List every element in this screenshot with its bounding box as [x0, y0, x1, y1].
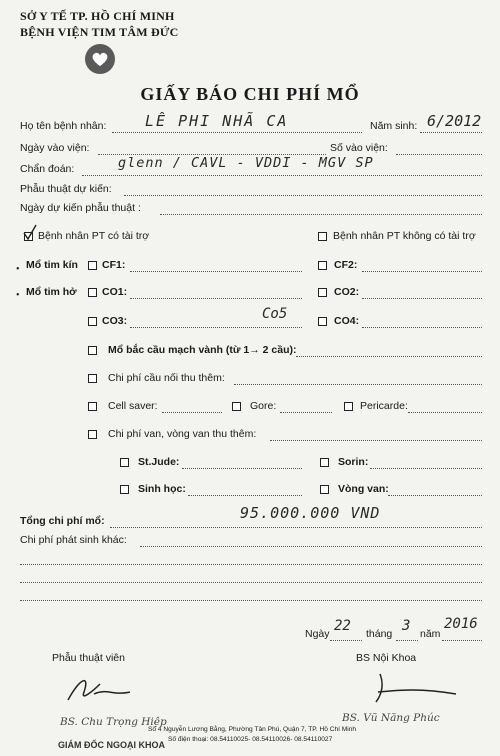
- sorin-label: Sorin:: [338, 456, 369, 468]
- birth-year-value: 6/2012: [427, 112, 482, 130]
- extra-cost-line: [140, 546, 482, 547]
- diagnosis-label: Chẩn đoán:: [20, 163, 75, 175]
- open-heart-label: Mổ tim hở: [26, 286, 77, 298]
- planned-date-line: [160, 214, 482, 215]
- date-day-line: [330, 640, 362, 641]
- bullet-mark: •: [16, 290, 20, 301]
- patient-name-line: [112, 132, 362, 133]
- co4-line: [362, 327, 482, 328]
- planned-surgery-line: [124, 195, 482, 196]
- pericarde-checkbox[interactable]: [344, 402, 353, 411]
- vong-van-checkbox[interactable]: [320, 485, 329, 494]
- pericarde-label: Pericarde:: [360, 400, 408, 412]
- gore-line: [280, 412, 332, 413]
- co4-label: CO4:: [334, 315, 360, 327]
- date-day-label: Ngày: [305, 628, 330, 640]
- internal-medicine-name: BS. Vũ Năng Phúc: [342, 712, 440, 724]
- extra-cost-line: [20, 564, 482, 565]
- sorin-checkbox[interactable]: [320, 458, 329, 467]
- bypass-line: [296, 356, 482, 357]
- sorin-line: [370, 468, 482, 469]
- surgeon-signature-icon: [60, 670, 140, 708]
- co1-line: [130, 298, 302, 299]
- valve-cost-line: [270, 440, 482, 441]
- footer-phone: Số điện thoại: 08.54110025- 08.54110026- 08.54110027: [168, 736, 333, 743]
- surgeon-name: BS. Chu Trọng Hiệp: [60, 716, 167, 728]
- valve-cost-checkbox[interactable]: [88, 430, 97, 439]
- patient-name-value: LÊ PHI NHÃ CA: [145, 112, 289, 130]
- vong-van-label: Vòng van:: [338, 483, 389, 495]
- pericarde-line: [408, 412, 482, 413]
- not-sponsored-checkbox[interactable]: [318, 232, 327, 241]
- total-cost-value: 95.000.000 VND: [240, 504, 381, 522]
- cell-saver-checkbox[interactable]: [88, 402, 97, 411]
- date-day-value: 22: [334, 618, 351, 634]
- cf2-checkbox[interactable]: [318, 261, 327, 270]
- extra-cost-line: [20, 582, 482, 583]
- form-title: GIẤY BÁO CHI PHÍ MỔ: [140, 84, 360, 104]
- bridge-cost-checkbox[interactable]: [88, 374, 97, 383]
- bullet-mark: •: [16, 264, 20, 275]
- birth-year-line: [420, 132, 482, 133]
- sinh-hoc-checkbox[interactable]: [120, 485, 129, 494]
- co3-label: CO3:: [102, 315, 128, 327]
- admission-number-line: [396, 154, 482, 155]
- co1-checkbox[interactable]: [88, 288, 97, 297]
- date-year-value: 2016: [444, 616, 478, 632]
- closed-heart-label: Mổ tim kín: [26, 259, 78, 271]
- vong-van-line: [388, 495, 482, 496]
- valve-cost-label: Chi phí van, vòng van thu thêm:: [108, 428, 257, 440]
- gore-checkbox[interactable]: [232, 402, 241, 411]
- co1-label: CO1:: [102, 286, 128, 298]
- planned-date-label: Ngày dự kiến phẫu thuật :: [20, 202, 141, 214]
- planned-surgery-label: Phẫu thuật dự kiến:: [20, 183, 112, 195]
- total-cost-label: Tổng chi phí mổ:: [20, 515, 105, 527]
- extra-cost-label: Chi phí phát sinh khác:: [20, 534, 127, 546]
- sinh-hoc-line: [188, 495, 302, 496]
- department-name: SỞ Y TẾ TP. HỒ CHÍ MINH: [20, 9, 175, 23]
- bypass-label: Mổ bắc cầu mạch vành (từ 1→ 2 cầu):: [108, 344, 297, 356]
- sinh-hoc-label: Sinh học:: [138, 483, 186, 495]
- date-month-label: tháng: [366, 628, 393, 640]
- co2-label: CO2:: [334, 286, 360, 298]
- diagnosis-line: [82, 175, 482, 176]
- checkmark-icon: [22, 223, 38, 241]
- hospital-name: BỆNH VIỆN TIM TÂM ĐỨC: [20, 25, 179, 39]
- admission-number-label: Số vào viện:: [330, 142, 388, 154]
- admission-date-label: Ngày vào viện:: [20, 142, 90, 154]
- co3-value: Co5: [262, 306, 288, 322]
- not-sponsored-label: Bệnh nhân PT không có tài trợ: [333, 230, 476, 242]
- sponsored-label: Bệnh nhân PT có tài trợ: [38, 230, 150, 242]
- st-jude-checkbox[interactable]: [120, 458, 129, 467]
- heart-logo-icon: [85, 44, 115, 74]
- cf2-line: [362, 271, 482, 272]
- surgeon-title-label: Phẫu thuật viên: [52, 652, 125, 664]
- cf1-checkbox[interactable]: [88, 261, 97, 270]
- extra-cost-line: [20, 600, 482, 601]
- cell-saver-line: [162, 412, 222, 413]
- date-year-line: [442, 640, 482, 641]
- date-month-value: 3: [402, 618, 411, 634]
- bypass-checkbox[interactable]: [88, 346, 97, 355]
- cf1-label: CF1:: [102, 259, 126, 271]
- co4-checkbox[interactable]: [318, 317, 327, 326]
- co3-checkbox[interactable]: [88, 317, 97, 326]
- surgeon-position: GIÁM ĐỐC NGOẠI KHOA: [58, 740, 165, 750]
- footer-address: Số 4 Nguyễn Lương Bằng, Phường Tân Phú, Quận 7, TP. Hồ Chí Minh: [148, 726, 357, 733]
- date-year-label: năm: [420, 628, 441, 640]
- st-jude-line: [182, 468, 302, 469]
- co2-checkbox[interactable]: [318, 288, 327, 297]
- birth-year-label: Năm sinh:: [370, 120, 418, 132]
- date-month-line: [396, 640, 418, 641]
- cell-saver-label: Cell saver:: [108, 400, 158, 412]
- bridge-cost-line: [234, 384, 482, 385]
- co2-line: [362, 298, 482, 299]
- internal-medicine-label: BS Nội Khoa: [356, 652, 417, 664]
- st-jude-label: St.Jude:: [138, 456, 180, 468]
- patient-name-label: Họ tên bệnh nhân:: [20, 120, 107, 132]
- co3-line: [130, 327, 302, 328]
- cf2-label: CF2:: [334, 259, 358, 271]
- diagnosis-value: glenn / CAVL - VDDI - MGV SP: [118, 155, 374, 171]
- bridge-cost-label: Chi phí cầu nối thu thêm:: [108, 372, 225, 384]
- internal-medicine-signature-icon: [360, 668, 470, 708]
- total-cost-line: [110, 527, 482, 528]
- cf1-line: [130, 271, 302, 272]
- gore-label: Gore:: [250, 400, 277, 412]
